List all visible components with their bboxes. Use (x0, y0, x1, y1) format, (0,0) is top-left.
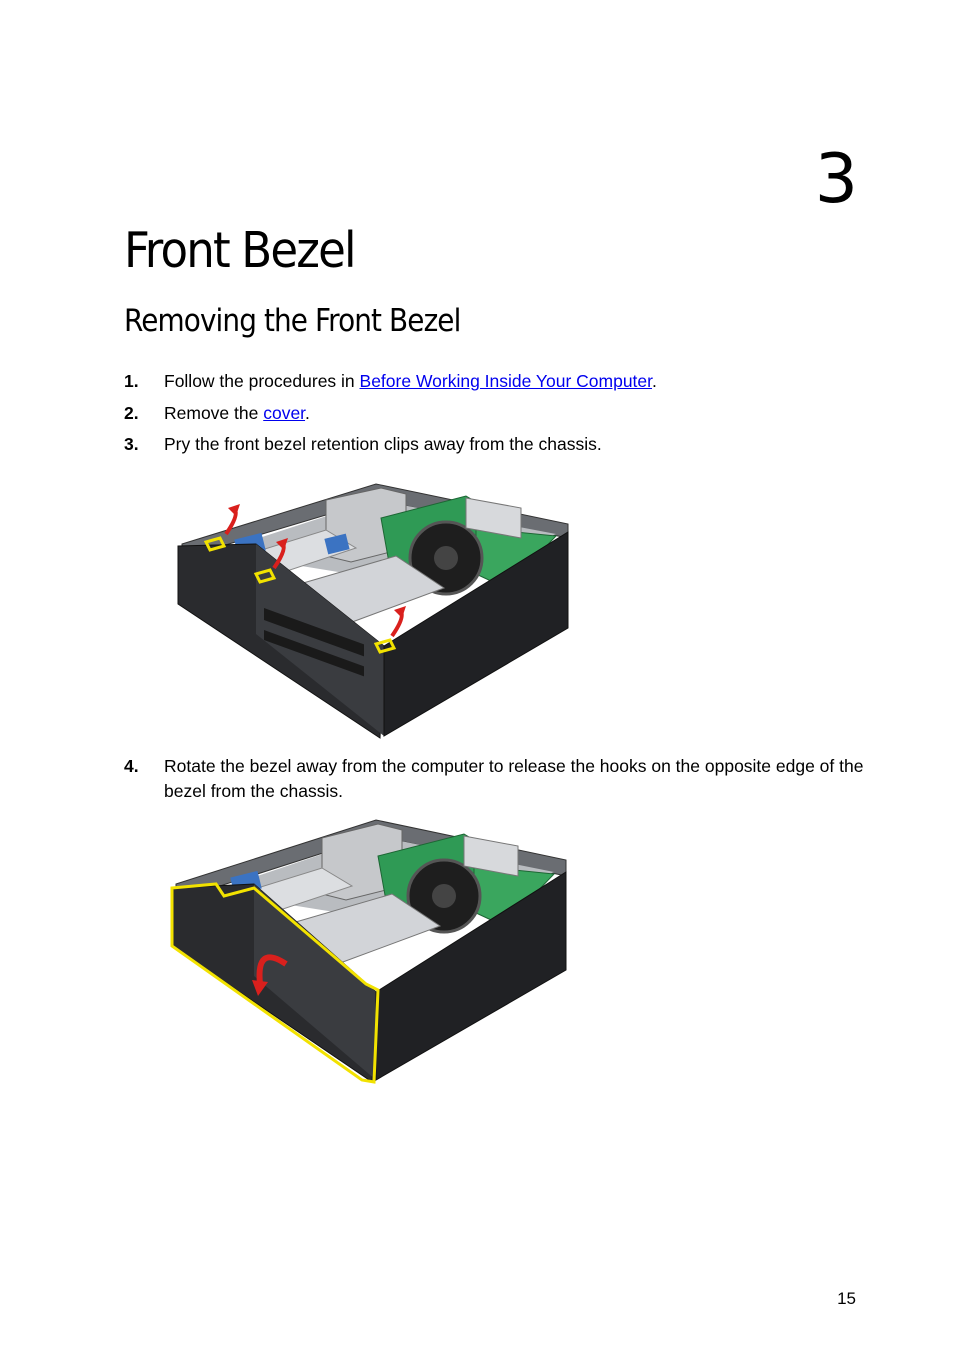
step-text: Pry the front bezel retention clips away from the chassis. (164, 434, 602, 454)
step-text (164, 401, 864, 426)
step-number: 2. (124, 403, 139, 423)
step-number: 4. (124, 756, 139, 776)
step-text-post: . (305, 403, 310, 423)
step-text (164, 369, 864, 394)
chapter-number: 3 (814, 140, 856, 219)
computer-bezel-clips-figure (176, 478, 570, 740)
step-text: Rotate the bezel away from the computer to release the hooks on the opposite edge of the bezel from the chassis. (164, 756, 864, 801)
step-text-pre: Remove the (164, 403, 264, 423)
step-text-pre: Follow the procedures in (164, 371, 360, 391)
before-working-link[interactable]: Before Working Inside Your Computer (359, 371, 653, 391)
step-text-post: . (652, 371, 657, 391)
page-number: 15 (837, 1289, 856, 1308)
computer-bezel-rotate-figure (166, 814, 568, 1086)
step-number: 3. (124, 434, 139, 454)
cover-link[interactable]: cover (263, 403, 306, 423)
section-title: Removing the Front Bezel (124, 303, 461, 339)
chapter-title: Front Bezel (124, 222, 355, 279)
step-number: 1. (124, 371, 139, 391)
